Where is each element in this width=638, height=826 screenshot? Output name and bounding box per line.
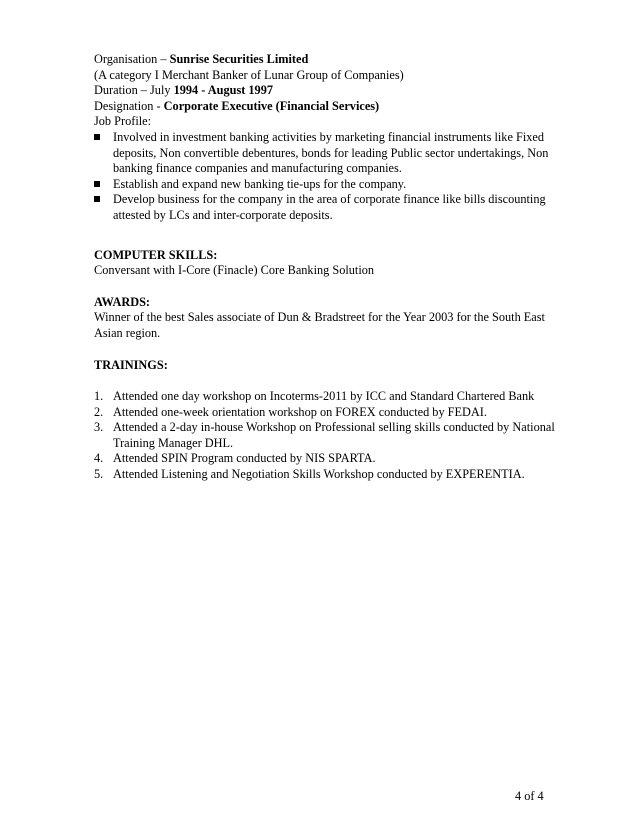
duration-value: 1994 - August 1997 [173,83,274,98]
list-item [94,467,562,483]
list-item [94,192,562,223]
job-profile-label: Job Profile: [94,114,152,129]
bullet-square-icon [94,134,100,140]
list-item [94,177,562,193]
list-item-number: 1. [94,389,104,404]
organisation-name: Sunrise Securities Limited [169,52,309,66]
designation-value: Corporate Executive (Financial Services) [163,98,380,113]
list-item [94,420,562,451]
duration-label: Duration – July [94,83,174,98]
list-item-line: Establish and expand new banking tie-ups for the company. [113,176,407,191]
list-item-line: attested by LCs and inter-corporate deposits. [113,207,333,222]
page-number: 4 of 4 [515,789,544,803]
list-item-line: Develop business for the company in the area of corporate finance like bills discounting [113,192,546,207]
computer-skills-heading: COMPUTER SKILLS: [94,247,218,262]
bullet-square-icon [94,181,100,187]
trainings-heading: TRAININGS: [94,357,168,372]
organisation-label: Organisation – [94,52,170,66]
list-item-line: Training Manager DHL. [113,435,234,450]
list-item-line: Involved in investment banking activities by marketing financial instruments like Fixed [113,129,544,144]
list-item-line: Attended one day workshop on Incoterms-2011 by ICC and Standard Chartered Bank [113,389,535,404]
list-item-line: Attended SPIN Program conducted by NIS SPARTA. [113,451,376,466]
designation-label: Designation - [94,98,164,113]
list-item-line: Attended Listening and Negotiation Skills Workshop conducted by EXPERENTIA. [113,467,525,482]
trainings-list [94,389,562,483]
list-item-number: 3. [94,420,104,435]
list-item [94,389,562,405]
awards-heading: AWARDS: [94,294,151,309]
designation-line [94,99,562,115]
job-profile-list [94,130,562,224]
list-item-line: banking finance companies and manufacturing companies. [113,161,402,176]
list-item-number: 5. [94,467,104,482]
list-item-number: 2. [94,404,104,419]
list-item [94,451,562,467]
computer-skills-text: Conversant with I-Core (Finacle) Core Banking Solution [94,263,375,278]
list-item-line: Attended a 2-day in-house Workshop on Professional selling skills conducted by National [113,420,555,435]
bullet-square-icon [94,196,100,202]
document-page [94,52,562,483]
list-item [94,130,562,177]
list-item-number: 4. [94,451,104,466]
list-item-line: Attended one-week orientation workshop on FOREX conducted by FEDAI. [113,404,487,419]
organisation-category: (A category I Merchant Banker of Lunar Group of Companies) [94,67,404,82]
awards-text-line: Asian region. [94,325,161,340]
list-item-line: deposits, Non convertible debentures, bonds for leading Public sector undertakings, Non [113,145,549,160]
organisation-line [94,52,562,68]
list-item [94,405,562,421]
duration-line [94,83,562,99]
awards-text-line: Winner of the best Sales associate of Dun & Bradstreet for the Year 2003 for the South East [94,310,545,325]
